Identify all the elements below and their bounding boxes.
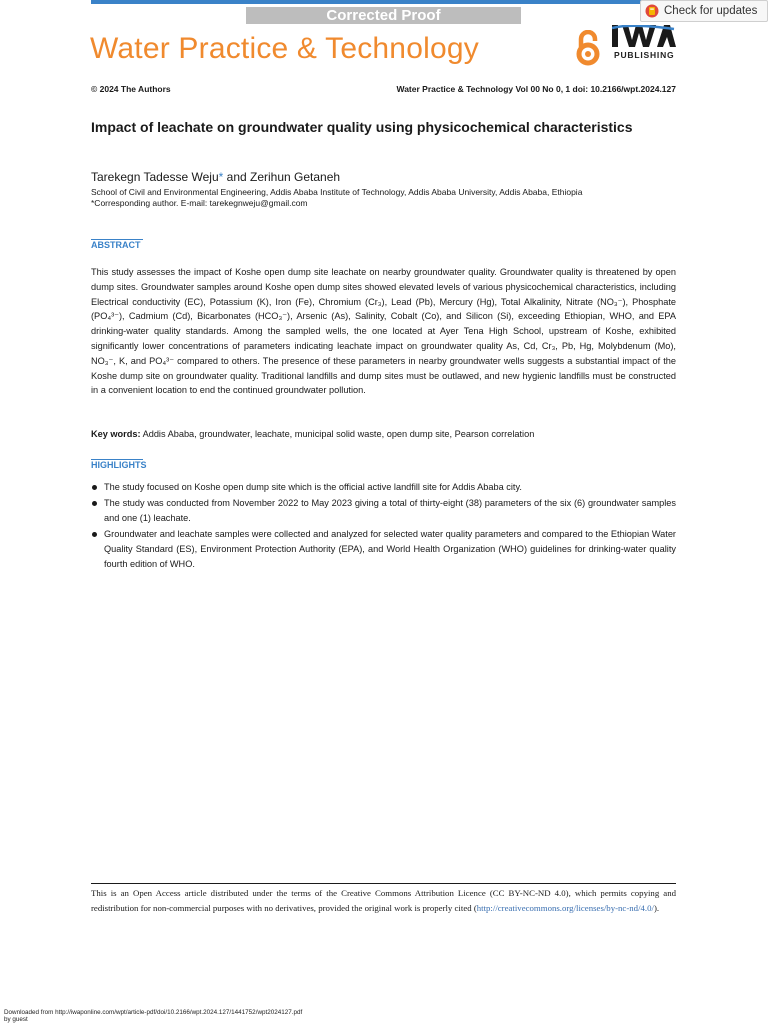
affiliation-block: [91, 187, 582, 209]
highlights-heading: HIGHLIGHTS: [91, 460, 147, 470]
licence-link[interactable]: http://creativecommons.org/licenses/by-nc-nd/4.0/: [476, 902, 654, 913]
download-url-line: Downloaded from http://iwaponline.com/wpt/article-pdf/doi/10.2166/wpt.2024.127/1441752/wpt2024127.pdf: [4, 1009, 303, 1016]
top-accent-bar: [91, 0, 676, 4]
corrected-proof-banner: Corrected Proof: [246, 7, 521, 24]
licence-text: This is an Open Access article distributed under the terms of the Creative Commons Attribution Licence (CC BY-NC-ND 4.0), which permits copying and redistribution for non-commercial purposes with no derivatives, provided the original work is properly cited (: [91, 888, 676, 913]
keywords-line: [91, 429, 676, 439]
highlights-list: [91, 480, 676, 573]
highlight-item: The study was conducted from November 2022 to May 2023 giving a total of thirty-eight (38) parameters of the six (6) groundwater samples and one (1) leachate.: [91, 496, 676, 526]
journal-title: Water Practice & Technology: [90, 32, 479, 65]
corresponding-author-email: *Corresponding author. E-mail: tarekegnweju@gmail.com: [91, 198, 308, 208]
download-guest-line: by guest: [4, 1016, 28, 1023]
licence-end: ).: [653, 902, 660, 913]
citation-line: Water Practice & Technology Vol 00 No 0, 1 doi: 10.2166/wpt.2024.127: [396, 84, 676, 94]
publisher-wordmark: PUBLISHING: [614, 50, 675, 60]
corresponding-author-mark: *: [218, 170, 224, 184]
open-access-icon: [575, 30, 601, 66]
keywords-label: Key words:: [91, 429, 141, 439]
check-for-updates-label: Check for updates: [664, 5, 758, 17]
affiliation: School of Civil and Environmental Engineering, Addis Ababa Institute of Technology, Addis Ababa University, Addis Ababa, Ethiopia: [91, 187, 583, 197]
footer-rule: [91, 883, 676, 884]
abstract-text: This study assesses the impact of Koshe open dump site leachate on nearby groundwater quality. Groundwater quality is threatened by open dump sites. Groundwater samples around Koshe open dump sites showed elevated levels of various physicochemical characteristics, including Electrical conductivity (EC), Potassium (K), Iron (Fe), Chromium (Cr₃), Lead (Pb), Mercury (Hg), Total Alkalinity, Nitrate (NO₃⁻), Phosphate (PO₄³⁻), Cadmium (Cd), Bicarbonates (HCO₃⁻), Arsenic (As), Salinity, Cobalt (Co), and Silicon (Si), exceeding Ethiopian, WHO, and EPA drinking-water quality standards. Among the sampled wells, the one located at Ayer Tena High School, upstream of Koshe, exhibited significantly lower concentrations of parameters indicating leachate impact on groundwater quality As, Cd, Cr₃, Pb, Hg, Molybdenum (Mo), NO₃⁻, K, and PO₄³⁻ compared to others. The presence of these parameters in nearby groundwater wells suggests a substantial impact of the Koshe dump site on groundwater quality. Traditional landfills and dump sites must be outlawed, and new hygienic landfills must be constructed in a convenient location to end the continued groundwater pollution.: [91, 267, 676, 396]
download-note: [4, 1009, 302, 1023]
keywords-text: Addis Ababa, groundwater, leachate, municipal solid waste, open dump site, Pearson correlation: [140, 429, 535, 439]
highlight-item: The study focused on Koshe open dump site which is the official active landfill site for Addis Ababa city.: [91, 480, 676, 495]
author-name: Tarekegn Tadesse Weju: [91, 170, 219, 184]
paper-title: Impact of leachate on groundwater quality using physicochemical characteristics: [91, 119, 633, 135]
licence-notice: [91, 886, 676, 915]
highlight-item: Groundwater and leachate samples were collected and analyzed for selected water quality parameters and compared to the Ethiopian Water Quality Standard (ES), Environment Protection Authority (EPA), and World Health Organization (WHO) guidelines for drinking-water quality fourth edition of WHO.: [91, 527, 676, 572]
crossmark-icon: [645, 4, 659, 18]
coauthor-name: and Zerihun Getaneh: [223, 170, 341, 184]
author-list: [91, 170, 340, 184]
check-for-updates-button[interactable]: [640, 0, 768, 22]
copyright-line: © 2024 The Authors: [91, 84, 171, 94]
abstract-heading: ABSTRACT: [91, 240, 141, 250]
